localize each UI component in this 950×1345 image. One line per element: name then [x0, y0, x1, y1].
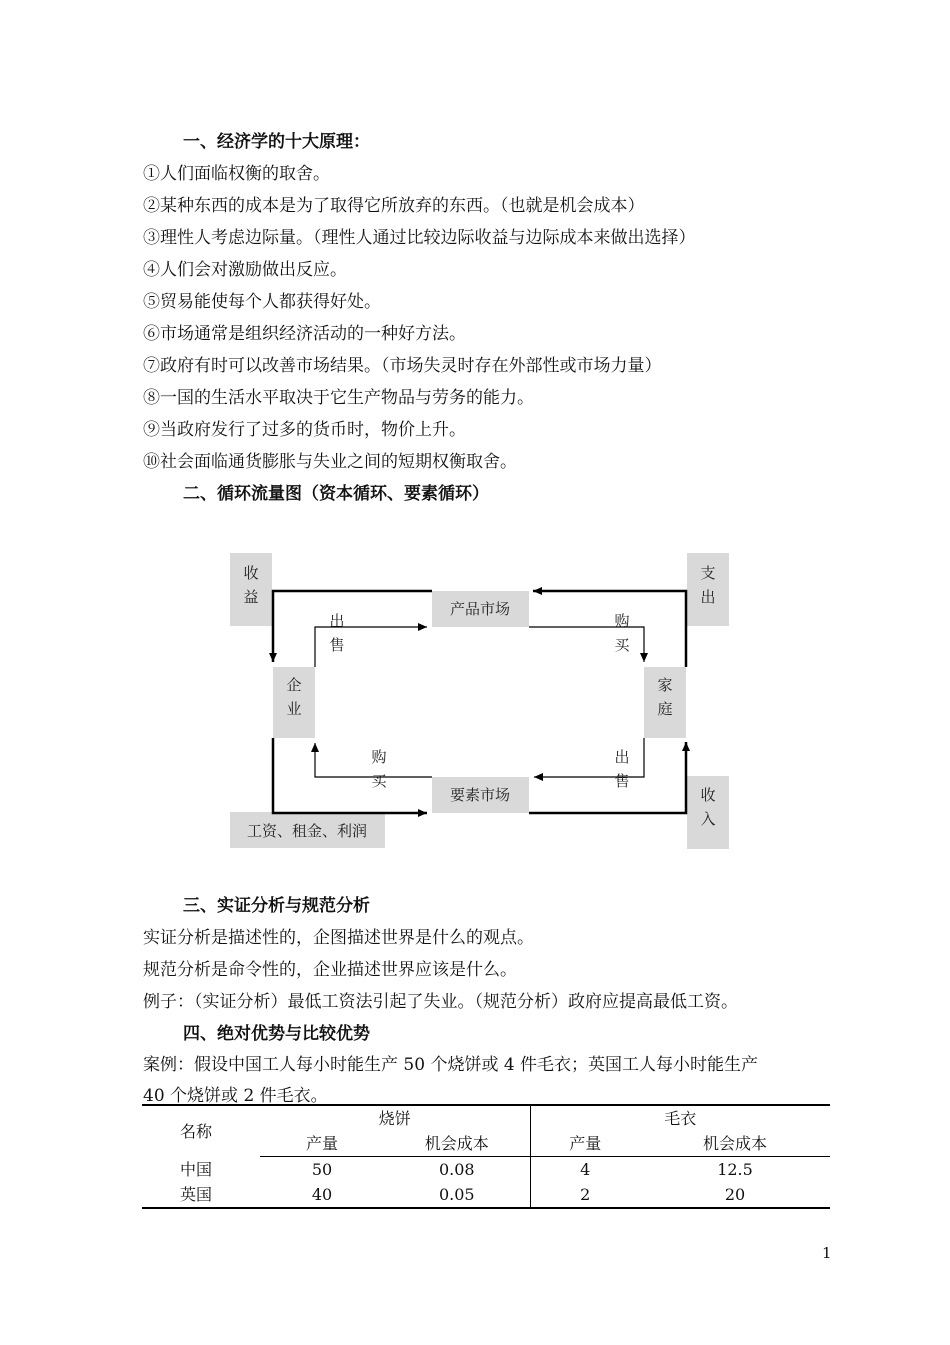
spending-label-2: 出 [700, 588, 716, 606]
body-line: 实证分析是描述性的，企图描述世界是什么的观点。 [143, 928, 534, 948]
spending-label-1: 支 [700, 564, 716, 582]
sell-bottom-label-1: 出 [614, 748, 630, 766]
income-label-1: 收 [700, 786, 716, 804]
cell: 12.5 [717, 1160, 753, 1179]
cell: 4 [580, 1160, 591, 1179]
households-label-2: 庭 [657, 700, 673, 718]
principle-item: ⑩社会面临通货膨胀与失业之间的短期权衡取舍。 [143, 452, 517, 472]
subheader-opportunity-cost: 机会成本 [640, 1131, 830, 1157]
buy-top-label-1: 购 [614, 612, 630, 630]
principle-item: ①人们面临权衡的取舍。 [143, 164, 330, 184]
cell: 50 [311, 1160, 333, 1179]
body-line: 规范分析是命令性的，企业描述世界应该是什么。 [143, 960, 517, 980]
advantage-table [142, 1104, 830, 1209]
buy-top-label-2: 买 [614, 636, 630, 654]
table-row [142, 1157, 830, 1183]
section-4-title: 四、绝对优势与比较优势 [183, 1024, 370, 1044]
cell: 40 [311, 1185, 333, 1204]
revenue-label-1: 收 [243, 564, 259, 582]
principle-item: ⑦政府有时可以改善市场结果。（市场失灵时存在外部性或市场力量） [143, 356, 662, 376]
table-row [142, 1182, 830, 1208]
income-label-2: 入 [700, 810, 716, 828]
principle-item: ⑥市场通常是组织经济活动的一种好方法。 [143, 324, 466, 344]
principle-item: ⑤贸易能使每个人都获得好处。 [143, 292, 381, 312]
firms-label-2: 业 [286, 700, 302, 718]
body-line: 案例：假设中国工人每小时能生产 50 个烧饼或 4 件毛衣；英国工人每小时能生产 [143, 1055, 759, 1075]
revenue-label-2: 益 [243, 588, 259, 606]
name-header: 名称 [180, 1121, 213, 1141]
principle-item: ⑧一国的生活水平取决于它生产物品与劳务的能力。 [143, 388, 534, 408]
row-name: 中国 [180, 1159, 213, 1179]
cell: 0.08 [384, 1157, 530, 1183]
principle-item: ④人们会对激励做出反应。 [143, 260, 347, 280]
sell-bottom-label-2: 售 [614, 772, 630, 790]
principle-item: ②某种东西的成本是为了取得它所放弃的东西。（也就是机会成本） [143, 196, 645, 216]
principle-item: ③理性人考虑边际量。（理性人通过比较边际收益与边际成本来做出选择） [143, 228, 696, 248]
row-name: 英国 [180, 1185, 213, 1204]
households-label-1: 家 [657, 676, 673, 694]
subheader-opportunity-cost: 机会成本 [384, 1131, 530, 1157]
product-market-label: 产品市场 [449, 600, 511, 618]
subheader-output: 产量 [260, 1131, 384, 1157]
group-header-bread: 烧饼 [260, 1105, 530, 1131]
cell: 2 [580, 1185, 591, 1204]
principle-item: ⑨当政府发行了过多的货币时，物价上升。 [143, 420, 466, 440]
wages-flow-arrow [273, 738, 427, 813]
buy-bottom-label-2: 买 [371, 772, 387, 790]
wages-label: 工资、租金、利润 [246, 822, 368, 840]
buy-bottom-label-1: 购 [371, 748, 387, 766]
section-2-title: 二、循环流量图（资本循环、要素循环） [183, 484, 489, 504]
body-line: 40 个烧饼或 2 件毛衣。 [143, 1086, 328, 1106]
sell-top-label-1: 出 [329, 612, 345, 630]
spending-flow-arrow [533, 591, 686, 667]
section-3-title: 三、实证分析与规范分析 [183, 896, 370, 916]
group-header-sweater: 毛衣 [664, 1109, 697, 1128]
body-line: 例子：（实证分析）最低工资法引起了失业。（规范分析）政府应提高最低工资。 [143, 992, 738, 1012]
page-number: 1 [822, 1244, 832, 1262]
section-1-title: 一、经济学的十大原理： [183, 132, 370, 152]
subheader-output: 产量 [530, 1131, 640, 1157]
cell: 0.05 [384, 1182, 530, 1208]
firms-label-1: 企 [286, 676, 302, 694]
sell-top-label-2: 售 [329, 636, 345, 654]
cell: 20 [724, 1185, 746, 1204]
factor-market-label: 要素市场 [449, 786, 511, 804]
